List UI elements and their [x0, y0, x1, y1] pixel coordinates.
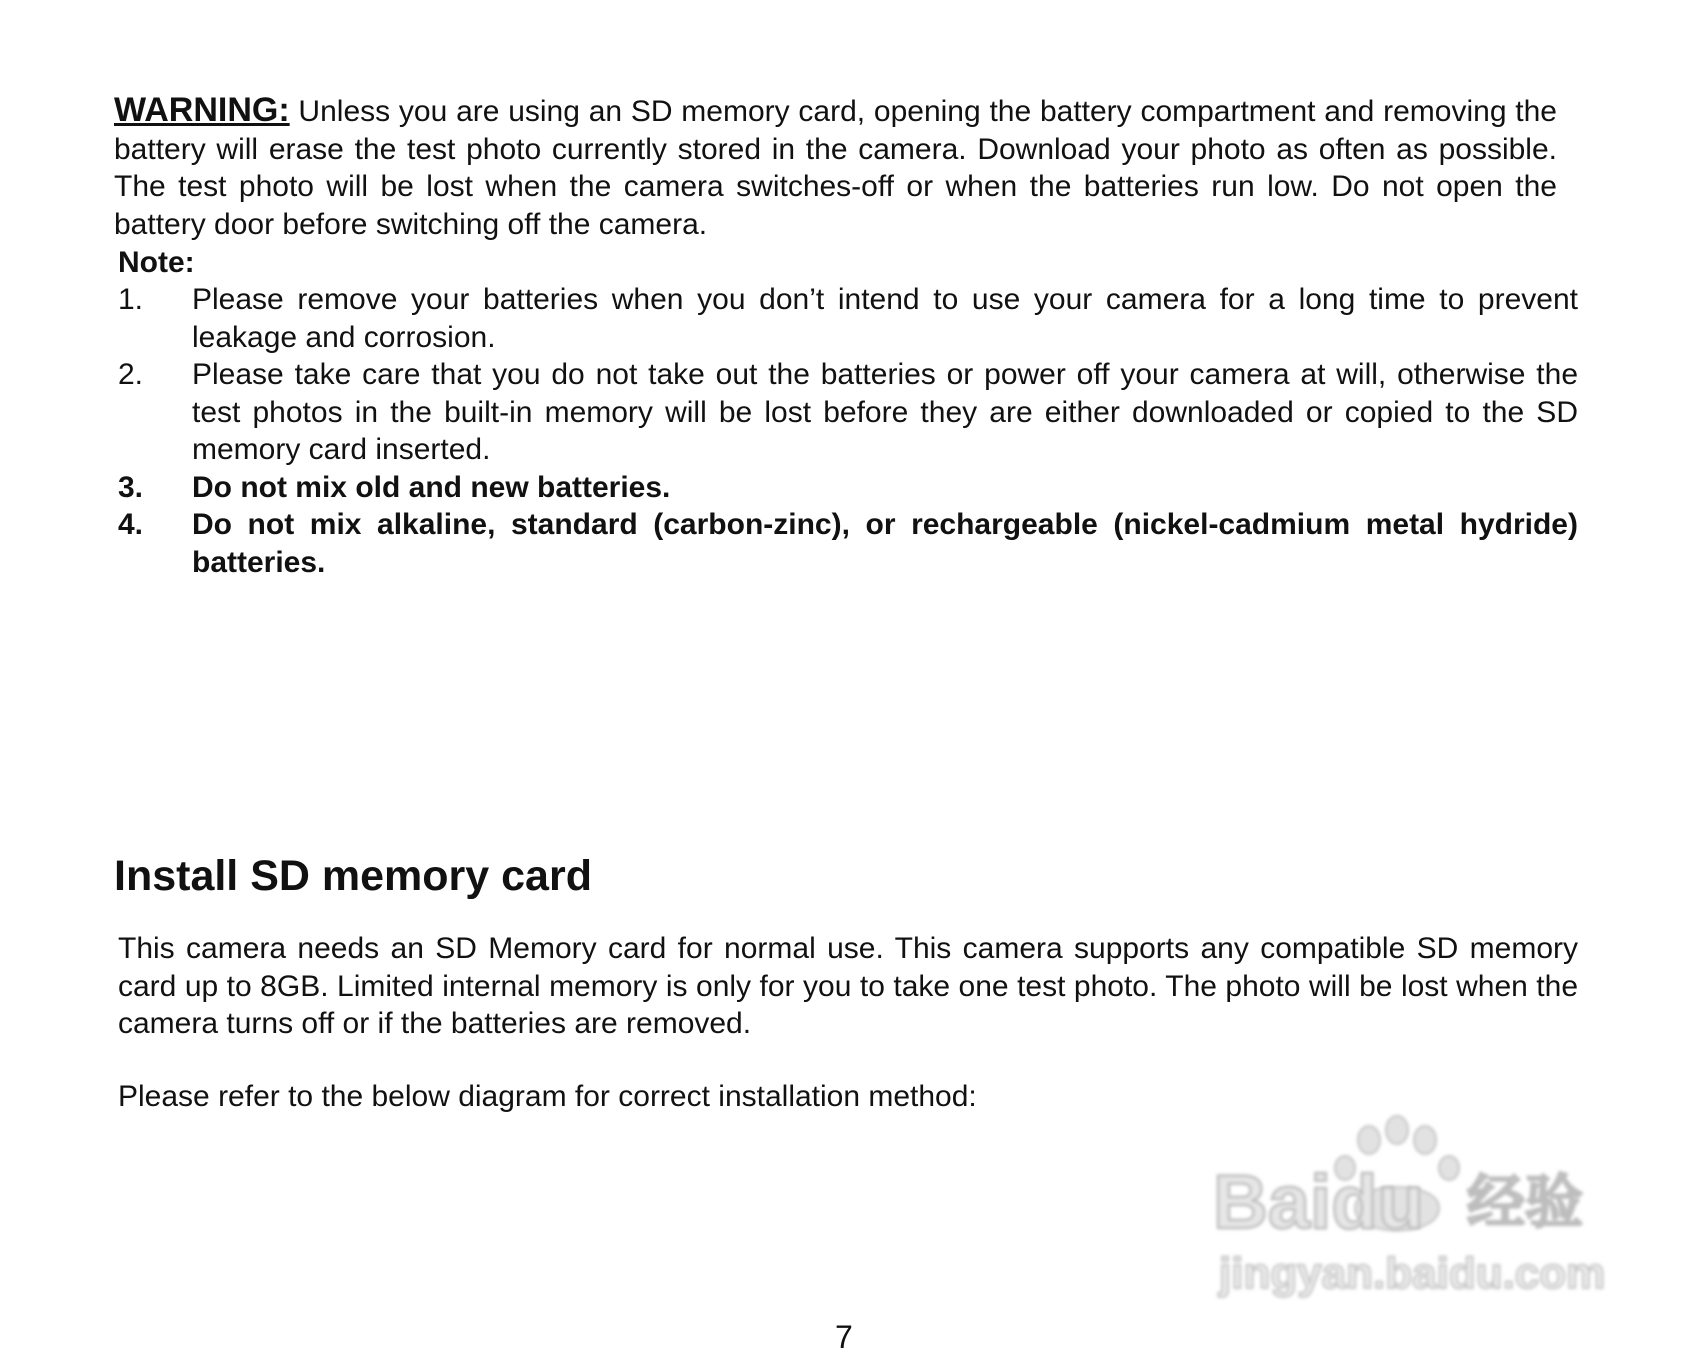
- note-item: [118, 281, 1578, 356]
- note-item-number: 4.: [118, 508, 144, 541]
- note-item-number: 1.: [118, 283, 144, 316]
- note-item-text: Do not mix alkaline, standard (carbon-zinc), or rechargeable (nickel-cadmium metal hydride) batteries.: [192, 508, 1578, 579]
- note-item-number: 2.: [118, 358, 144, 391]
- warning-text: Unless you are using an SD memory card, opening the battery compartment and removing the battery will erase the test photo currently stored in the camera. Download your photo as often as possible. The test photo will be lost when the camera switches-off or when the batteries run low. Do not open the battery door before switching off the camera.: [114, 95, 1557, 241]
- note-label: Note:: [118, 246, 195, 279]
- watermark-url: jingyan.baidu.com: [1219, 1249, 1606, 1298]
- note-item-text: Do not mix old and new batteries.: [192, 470, 671, 504]
- note-item: [118, 356, 1578, 469]
- warning-label: WARNING:: [114, 91, 290, 129]
- diagram-reference: Please refer to the below diagram for correct installation method:: [118, 1080, 977, 1113]
- note-item: [118, 506, 1578, 581]
- section-intro: This camera needs an SD Memory card for normal use. This camera supports any compatible SD memory card up to 8GB. Limited internal memory is only for you to take one test photo. The photo will be lost when the camera turns off or if the batteries are removed.: [118, 932, 1578, 1040]
- warning-paragraph: [114, 92, 1557, 243]
- note-item: [118, 469, 1578, 507]
- section-title: Install SD memory card: [114, 852, 592, 900]
- note-item-text: Please remove your batteries when you don’t intend to use your camera for a long time to prevent leakage and corrosion.: [192, 283, 1578, 354]
- watermark-suffix: 经验: [1467, 1168, 1584, 1236]
- note-item-number: 3.: [118, 470, 144, 504]
- page-number: 7: [835, 1319, 853, 1355]
- note-list: [118, 281, 1578, 581]
- baidu-jingyan-watermark: [1205, 1110, 1625, 1310]
- watermark-brand: Baidu: [1213, 1160, 1425, 1245]
- note-item-text: Please take care that you do not take out the batteries or power off your camera at will, otherwise the test photos in the built-in memory will be lost before they are either downloaded or copied to the SD memory card inserted.: [192, 358, 1578, 466]
